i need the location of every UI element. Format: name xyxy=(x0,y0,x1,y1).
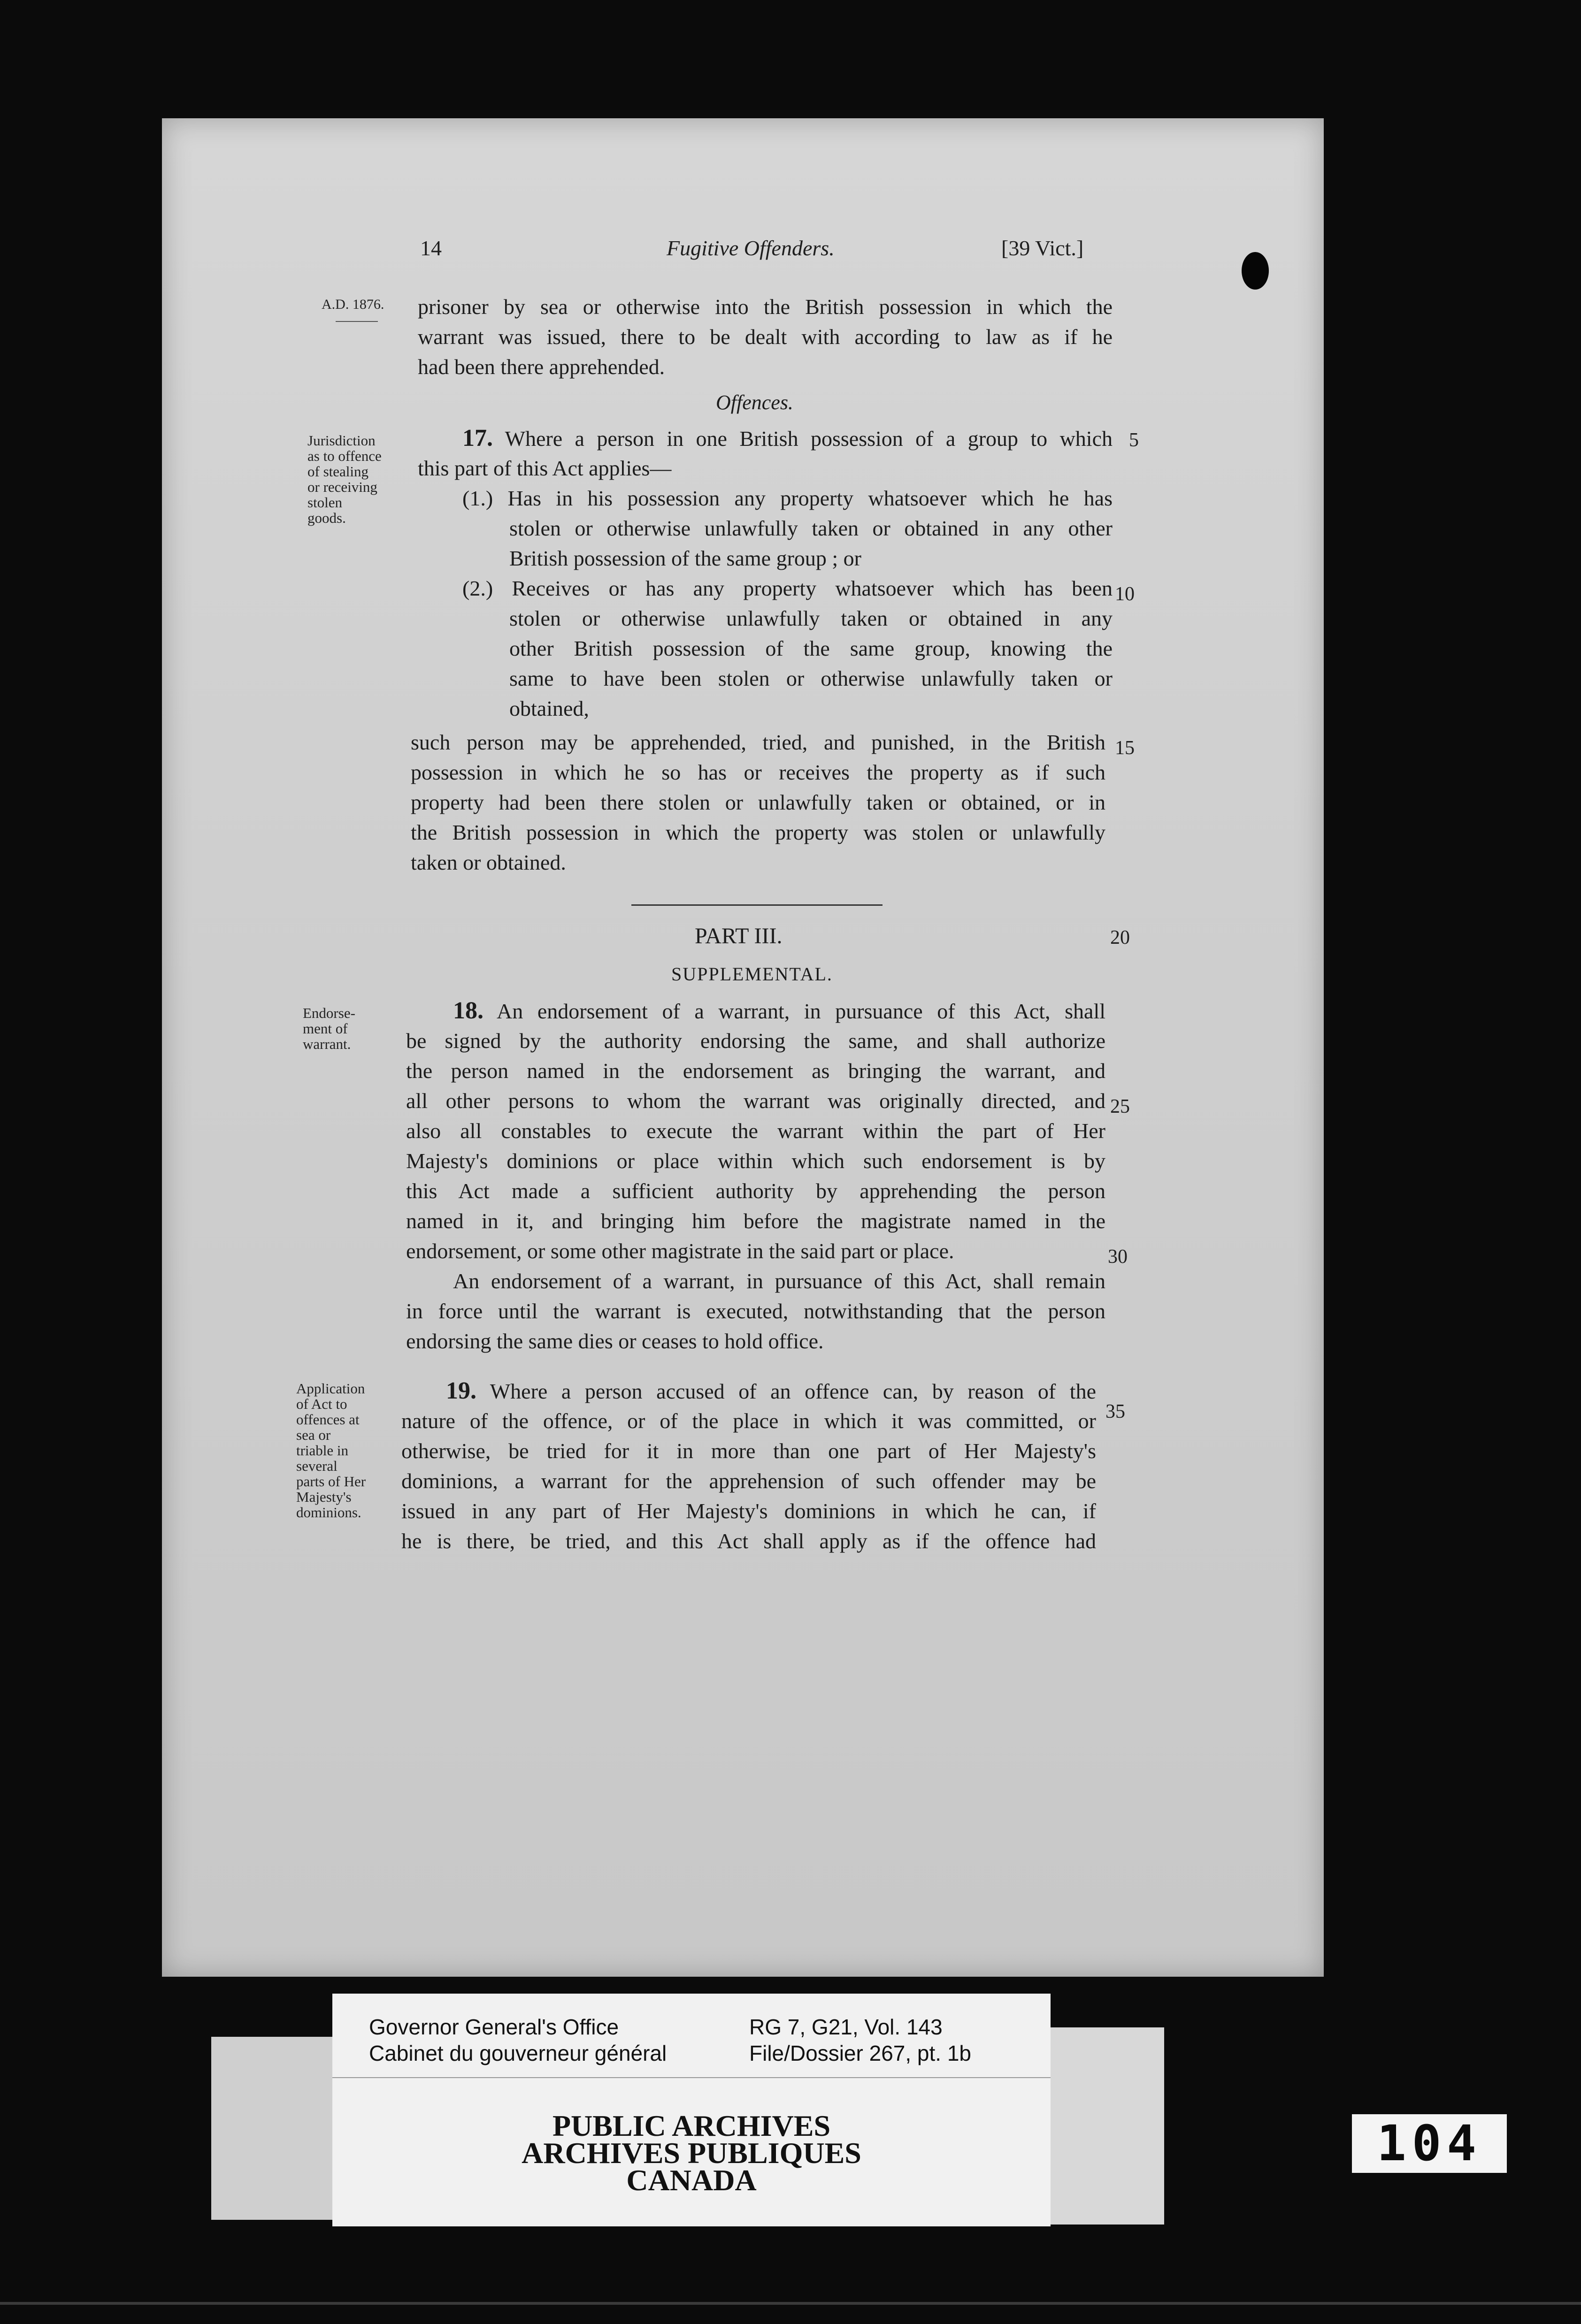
text-line: An endorsement of a warrant, in pursuance of this Act, shall remain xyxy=(453,1269,1105,1293)
archive-reference: RG 7, G21, Vol. 143 xyxy=(749,2015,943,2039)
text-line: taken or obtained. xyxy=(411,850,566,874)
part-heading: PART III. xyxy=(695,924,783,948)
text-line: stolen or otherwise unlawfully taken or obtained in any other xyxy=(509,516,1113,540)
stamp-en: PUBLIC ARCHIVES xyxy=(552,2109,831,2142)
margin-note-year: A.D. 1876. xyxy=(322,297,384,312)
file-reference: File/Dossier 267, pt. 1b xyxy=(749,2041,972,2065)
text-line: he is there, be tried, and this Act shall apply as if the offence had xyxy=(401,1529,1096,1553)
year-underline xyxy=(336,321,378,322)
text-line: this part of this Act applies— xyxy=(418,456,672,480)
line-number: 20 xyxy=(1110,927,1130,948)
text-line: all other persons to whom the warrant was originally directed, and xyxy=(406,1089,1105,1113)
text-line: dominions, a warrant for the apprehension of such offender may be xyxy=(401,1469,1096,1493)
text-line: other British possession of the same group, knowing the xyxy=(509,636,1113,660)
text-line: warrant was issued, there to be dealt with according to law as if he xyxy=(418,325,1113,349)
margin-note-endorsement: Endorse- ment of warrant. xyxy=(303,1005,355,1052)
text-line: obtained, xyxy=(509,696,589,720)
text-line: in force until the warrant is executed, notwithstanding that the person xyxy=(406,1299,1105,1323)
card-left xyxy=(211,2037,333,2220)
text-line: the person named in the endorsement as bringing the warrant, and xyxy=(406,1059,1105,1083)
document-page xyxy=(162,118,1324,1977)
film-bottom-edge xyxy=(0,2302,1581,2305)
text-line: same to have been stolen or otherwise unlawfully taken or xyxy=(509,666,1113,690)
office-fr: Cabinet du gouverneur général xyxy=(369,2041,667,2065)
running-title: Fugitive Offenders. xyxy=(667,236,835,260)
text-line: otherwise, be tried for it in more than one part of Her Majesty's xyxy=(401,1439,1096,1463)
text-line: this Act made a sufficient authority by apprehending the person xyxy=(406,1179,1105,1203)
section-17-first-line: 17. Where a person in one British possession of a group to which xyxy=(462,425,1113,451)
punch-hole xyxy=(1242,252,1269,290)
text-line: such person may be apprehended, tried, and punished, in the British xyxy=(411,730,1105,754)
text-line: endorsing the same dies or ceases to hold office. xyxy=(406,1329,824,1353)
text-line: endorsement, or some other magistrate in the said part or place. xyxy=(406,1239,954,1263)
line-number: 30 xyxy=(1108,1246,1128,1268)
text-line: Majesty's dominions or place within which such endorsement is by xyxy=(406,1149,1105,1173)
section-divider xyxy=(631,904,883,906)
frame-number: 104 xyxy=(1352,2114,1507,2173)
section-number: 19. xyxy=(446,1377,476,1404)
section-number: 18. xyxy=(453,997,484,1024)
section-number: 17. xyxy=(462,425,493,451)
archive-label xyxy=(332,1994,1051,2226)
label-divider xyxy=(332,2077,1051,2078)
regnal-year: [39 Vict.] xyxy=(1001,236,1084,260)
line-number: 5 xyxy=(1129,429,1139,451)
text-line: (2.) Receives or has any property whatsoever which has been xyxy=(462,576,1113,600)
line-number: 15 xyxy=(1115,737,1135,759)
offences-heading: Offences. xyxy=(716,391,793,414)
section-18-first-line: 18. An endorsement of a warrant, in pursuance of this Act, shall xyxy=(453,997,1106,1024)
text-line: the British possession in which the property was stolen or unlawfully xyxy=(411,820,1105,844)
text-line: property had been there stolen or unlawfully taken or obtained, or in xyxy=(411,790,1105,814)
text-line: nature of the offence, or of the place in which it was committed, or xyxy=(401,1409,1096,1433)
text-line: (1.) Has in his possession any property whatsoever which he has xyxy=(462,486,1113,510)
text-line: possession in which he so has or receives the property as if such xyxy=(411,760,1105,784)
section-19-first-line: 19. Where a person accused of an offence can, by reason of the xyxy=(446,1377,1096,1404)
text-line: prisoner by sea or otherwise into the British possession in which the xyxy=(418,295,1113,319)
stamp-fr: ARCHIVES PUBLIQUES xyxy=(522,2136,861,2170)
text-line: named in it, and bringing him before the magistrate named in the xyxy=(406,1209,1105,1233)
line-number: 10 xyxy=(1115,583,1135,605)
part-subheading: SUPPLEMENTAL. xyxy=(671,963,833,985)
text-line: issued in any part of Her Majesty's dominions in which he can, if xyxy=(401,1499,1096,1523)
text-line: British possession of the same group ; or xyxy=(509,546,861,570)
text-line: stolen or otherwise unlawfully taken or obtained in any xyxy=(509,606,1113,630)
line-number: 25 xyxy=(1110,1096,1130,1117)
stamp-country: CANADA xyxy=(626,2163,757,2197)
line-number: 35 xyxy=(1105,1401,1125,1422)
card-right xyxy=(1049,2027,1164,2225)
office-en: Governor General's Office xyxy=(369,2015,619,2039)
text-line: also all constables to execute the warrant within the part of Her xyxy=(406,1119,1105,1143)
margin-note-jurisdiction: Jurisdiction as to offence of stealing or receiving stolen goods. xyxy=(307,432,382,526)
text-line: be signed by the authority endorsing the same, and shall authorize xyxy=(406,1029,1105,1053)
margin-note-application: Application of Act to offences at sea or triable in several parts of Her Majesty's dominions. xyxy=(296,1380,366,1521)
text-line: had been there apprehended. xyxy=(418,355,665,379)
page-number: 14 xyxy=(420,236,442,260)
